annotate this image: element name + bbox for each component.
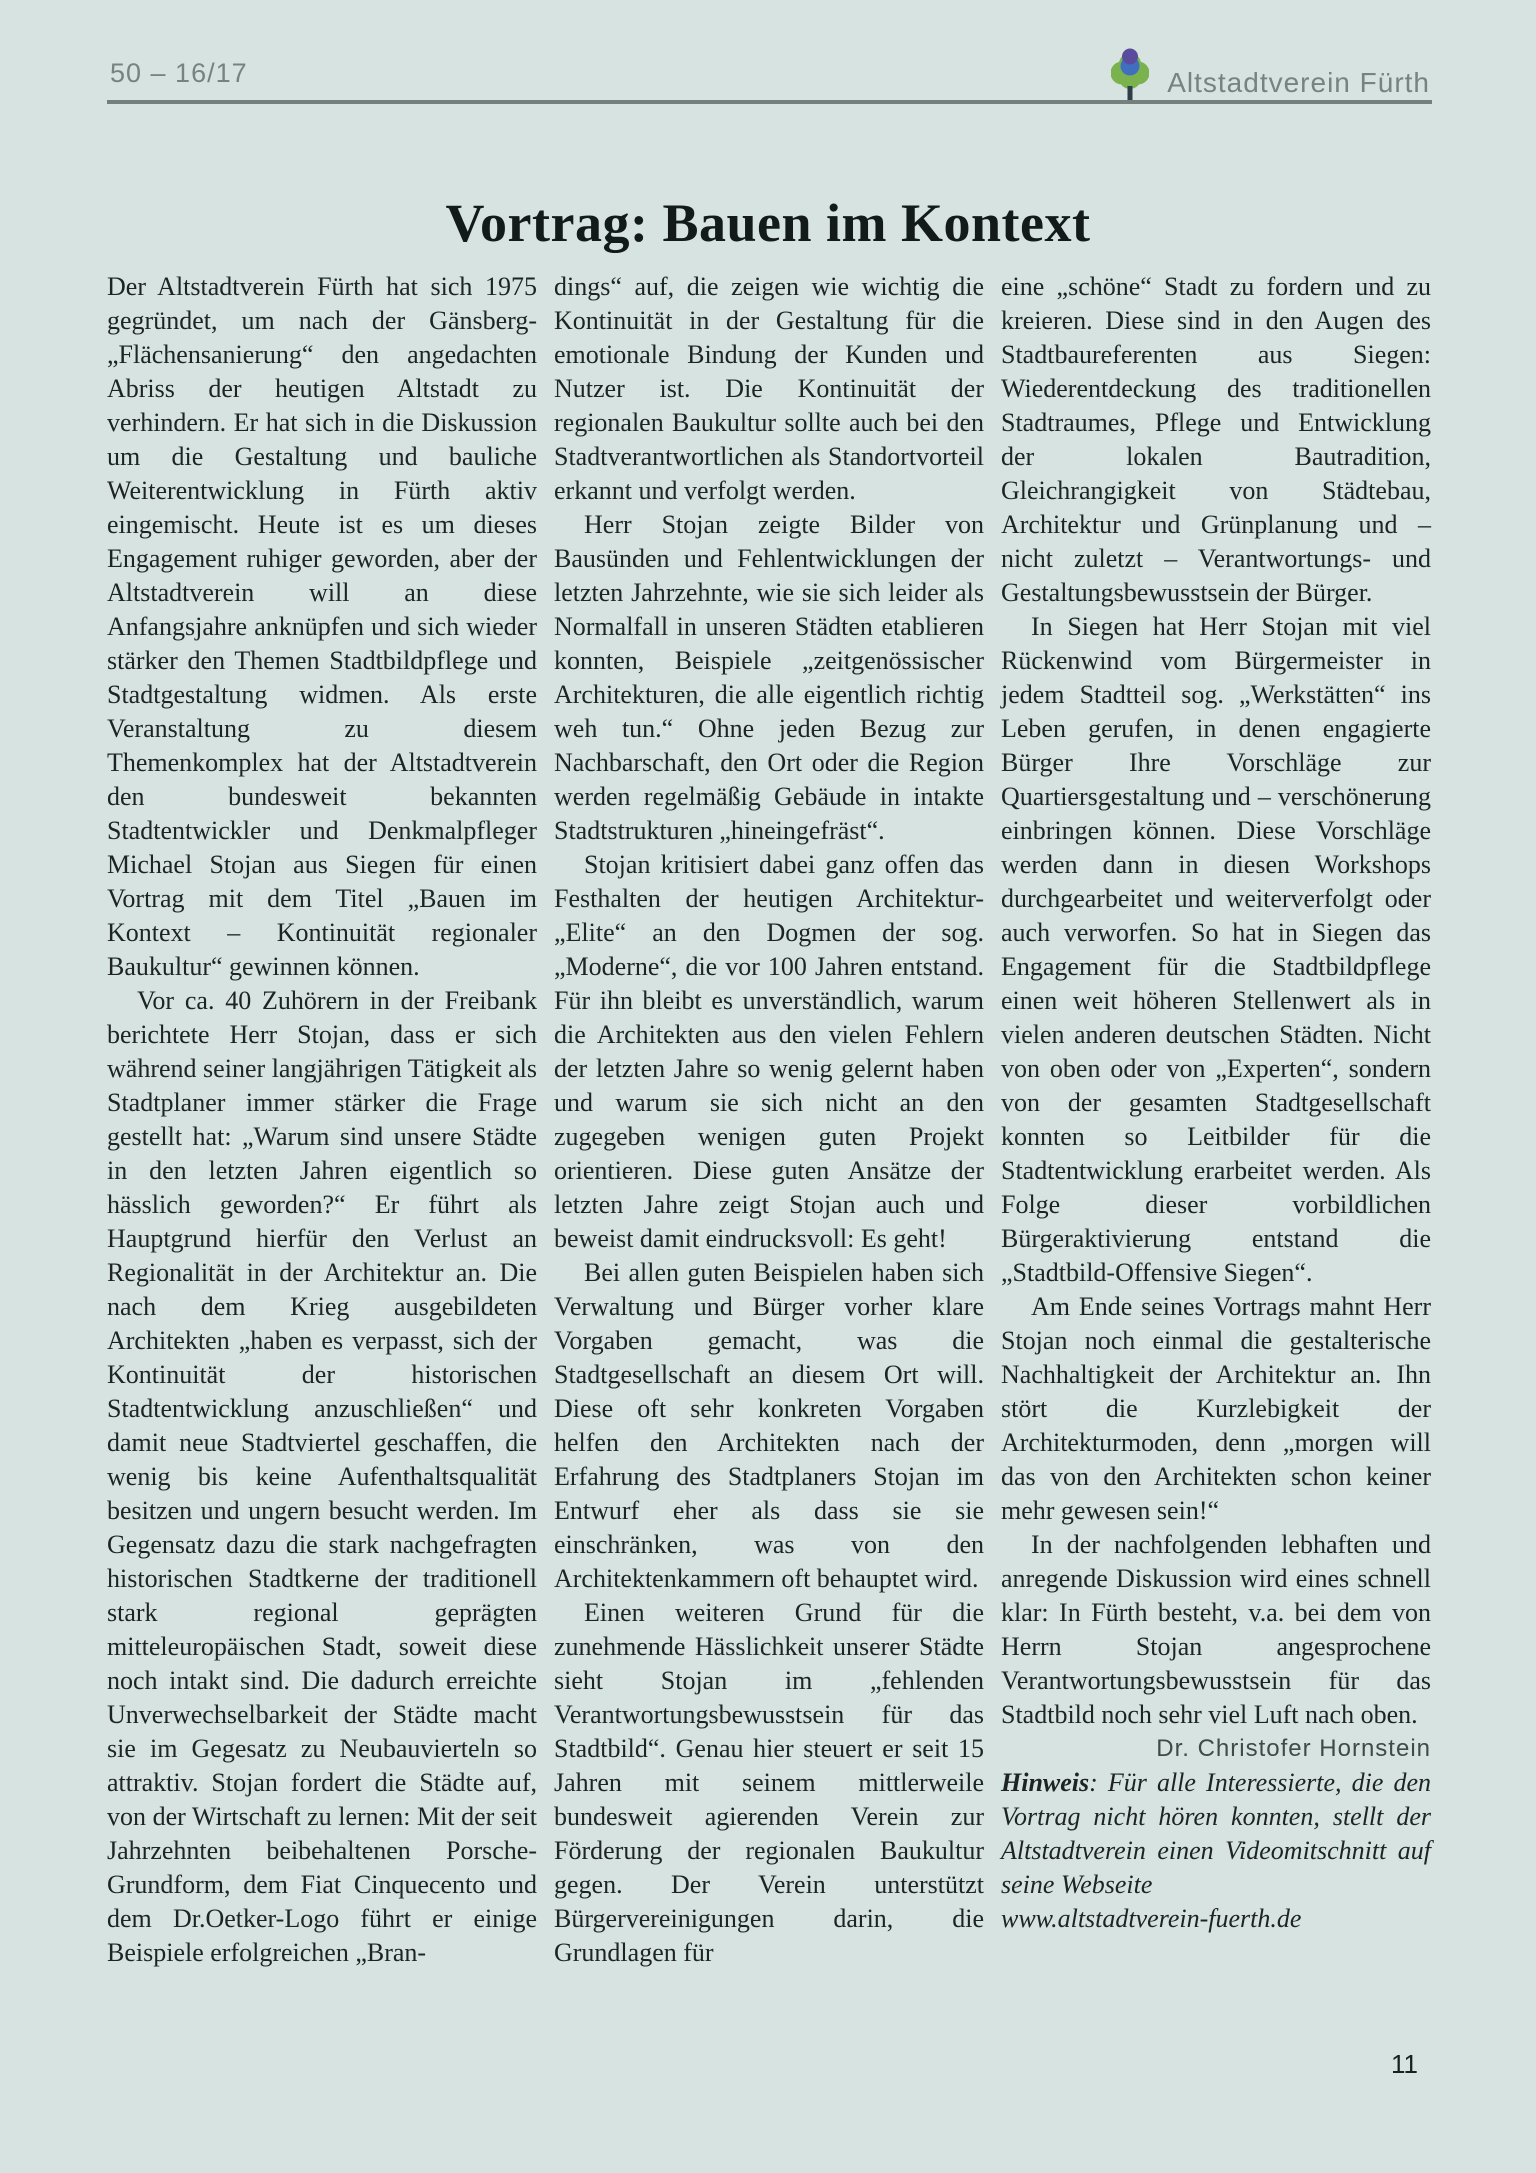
- column-2: [554, 270, 984, 1970]
- body-paragraph: eine „schöne“ Stadt zu fordern und zu kreieren. Diese sind in den Augen des Stadtbaureferenten aus Siegen: Wiederentdeckung des traditionellen Stadtraumes, Pflege und Entwicklung der lokalen Bautradition, Gleichrangigkeit von Städtebau, Architektur und Grünplanung und – nicht zuletzt – Verantwortungs- und Gestaltungsbewusstsein der Bürger.: [1001, 272, 1431, 607]
- body-paragraph: Stojan kritisiert dabei ganz offen das Festhalten der heutigen Architektur-„Elite“ an den Dogmen der sog. „Moderne“, die vor 100 Jahren entstand. Für ihn bleibt es unverständlich, warum die Architekten aus den vielen Fehlern der letzten Jahre so wenig gelernt haben und warum sie sich nicht an den zugegeben wenigen guten Projekt orientieren. Diese guten Ansätze der letzten Jahre zeigt Stojan auch und beweist damit eindrucksvoll: Es geht!: [554, 850, 984, 1253]
- body-paragraph: In Siegen hat Herr Stojan mit viel Rückenwind vom Bürgermeister in jedem Stadtteil sog. „Werkstätten“ ins Leben gerufen, in denen engagierte Bürger Ihre Vorschläge zur Quartiersgestaltung und – verschönerung einbringen können. Diese Vorschläge werden dann in diesen Workshops durchgearbeitet und weiterverfolgt oder auch verworfen. So hat in Siegen das Engagement für die Stadtbildpflege einen weit höheren Stellenwert als in vielen anderen deutschen Städten. Nicht von oben oder von „Experten“, sondern von der gesamten Stadtgesellschaft konnten so Leitbilder für die Stadtentwicklung erarbeitet werden. Als Folge dieser vorbildlichen Bürgeraktivierung entstand die „Stadtbild-Offensive Siegen“.: [1001, 612, 1431, 1287]
- body-paragraph: Der Altstadtverein Fürth hat sich 1975 gegründet, um nach der Gänsberg-„Flächensanierung“ den angedachten Abriss der heutigen Altstadt zu verhindern. Er hat sich in die Diskussion um die Gestaltung und bauliche Weiterentwicklung in Fürth aktiv eingemischt. Heute ist es um dieses Engagement ruhiger geworden, aber der Altstadtverein will an diese Anfangsjahre anknüpfen und sich wieder stärker den Themen Stadtbildpflege und Stadtgestaltung widmen. Als erste Veranstaltung zu diesem Themenkomplex hat der Altstadtverein den bundesweit bekannten Stadtentwickler und Denkmalpfleger Michael Stojan aus Siegen für einen Vortrag mit dem Titel „Bauen im Kontext – Kontinuität regionaler Baukultur“ gewinnen können.: [107, 272, 537, 981]
- byline: Dr. Christofer Hornstein: [1156, 1735, 1431, 1762]
- header-rule: [107, 100, 1432, 104]
- brand-tree-icon: [1111, 42, 1149, 105]
- body-paragraph: Herr Stojan zeigte Bilder von Bausünden und Fehlentwicklungen der letzten Jahrzehnte, wie sie sich leider als Normalfall in unseren Städten etablieren konnten, Beispiele „zeitgenössischer Architekturen, die alle eigentlich richtig weh tun.“ Ohne jeden Bezug zur Nachbarschaft, den Ort oder die Region werden regelmäßig Gebäude in intakte Stadtstrukturen „hineingefräst“.: [554, 510, 984, 845]
- body-paragraph: Einen weiteren Grund für die zunehmende Hässlichkeit unserer Städte sieht Stojan im „fehlenden Verantwortungsbewusstsein für das Stadtbild“. Genau hier steuert er seit 15 Jahren mit seinem mittlerweile bundesweit agierenden Verein zur Förderung der regionalen Baukultur gegen. Der Verein unterstützt Bürgervereinigungen darin, die Grundlagen für: [554, 1598, 984, 1967]
- body-paragraph: Am Ende seines Vortrags mahnt Herr Stojan noch einmal die gestalterische Nachhaltigkeit der Architektur an. Ihn stört die Kurzlebigkeit der Architekturmoden, denn „morgen will das von den Architekten schon keiner mehr gewesen sein!“: [1001, 1292, 1431, 1525]
- article-columns: [107, 270, 1432, 1970]
- body-paragraph: Bei allen guten Beispielen haben sich Verwaltung und Bürger vorher klare Vorgaben gemacht, was die Stadtgesellschaft an diesem Ort will. Diese oft sehr konkreten Vorgaben helfen den Architekten nach der Erfahrung des Stadtplaners Stojan im Entwurf eher als dass sie sie einschränken, was von den Architektenkammern oft behauptet wird.: [554, 1258, 984, 1593]
- body-paragraph: dings“ auf, die zeigen wie wichtig die Kontinuität in der Gestaltung für die emotionale Bindung der Kunden und Nutzer ist. Die Kontinuität der regionalen Baukultur sollte auch bei den Stadtverantwortlichen als Standortvorteil erkannt und verfolgt werden.: [554, 272, 984, 505]
- notice-text: : Für alle Interessierte, die den Vortrag nicht hören konnten, stellt der Altstadtverein einen Videomitschnitt auf seine Webseite: [1001, 1768, 1431, 1899]
- brand-name: Altstadtverein Fürth: [1167, 67, 1430, 98]
- body-paragraph: Vor ca. 40 Zuhörern in der Freibank berichtete Herr Stojan, dass er sich während seiner langjährigen Tätigkeit als Stadtplaner immer stärker die Frage gestellt hat: „Warum sind unsere Städte in den letzten Jahren eigentlich so hässlich geworden?“ Er führt als Hauptgrund hierfür den Verlust an Regionalität in der Architektur an. Die nach dem Krieg ausgebildeten Architekten „haben es verpasst, sich der Kontinuität der historischen Stadtentwicklung anzuschließen“ und damit neue Stadtviertel geschaffen, die wenig bis keine Aufenthaltsqualität besitzen und ungern besucht werden. Im Gegensatz dazu die stark nachgefragten historischen Stadtkerne der traditionell stark regional geprägten mitteleuropäischen Stadt, soweit diese noch intakt sind. Die dadurch erreichte Unverwechselbarkeit der Städte macht sie im Gegesatz zu Neubauvierteln so attraktiv. Stojan fordert die Städte auf, von der Wirtschaft zu lernen: Mit der seit Jahrzehnten beibehaltenen Porsche-Grundform, dem Fiat Cinquecento und dem Dr.Oetker-Logo führt er einige Beispiele erfolgreichen „Bran-: [107, 986, 537, 1967]
- notice-url: www.altstadtverein-fuerth.de: [1001, 1904, 1302, 1933]
- issue-number: 50 – 16/17: [110, 58, 248, 88]
- notice: [1001, 1766, 1431, 1936]
- notice-label: Hinweis: [1001, 1768, 1090, 1797]
- page-number: 11: [1391, 2049, 1418, 2079]
- column-3: [1001, 270, 1431, 1970]
- page-title: Vortrag: Bauen im Kontext: [445, 193, 1091, 254]
- column-1: [107, 270, 537, 1970]
- body-paragraph: In der nachfolgenden lebhaften und anregende Diskussion wird eines schnell klar: In Fürth besteht, v.a. bei dem von Herrn Stojan angesprochene Verantwortungsbewusstsein für das Stadtbild noch sehr viel Luft nach oben.: [1001, 1530, 1431, 1729]
- brand: [1111, 42, 1430, 105]
